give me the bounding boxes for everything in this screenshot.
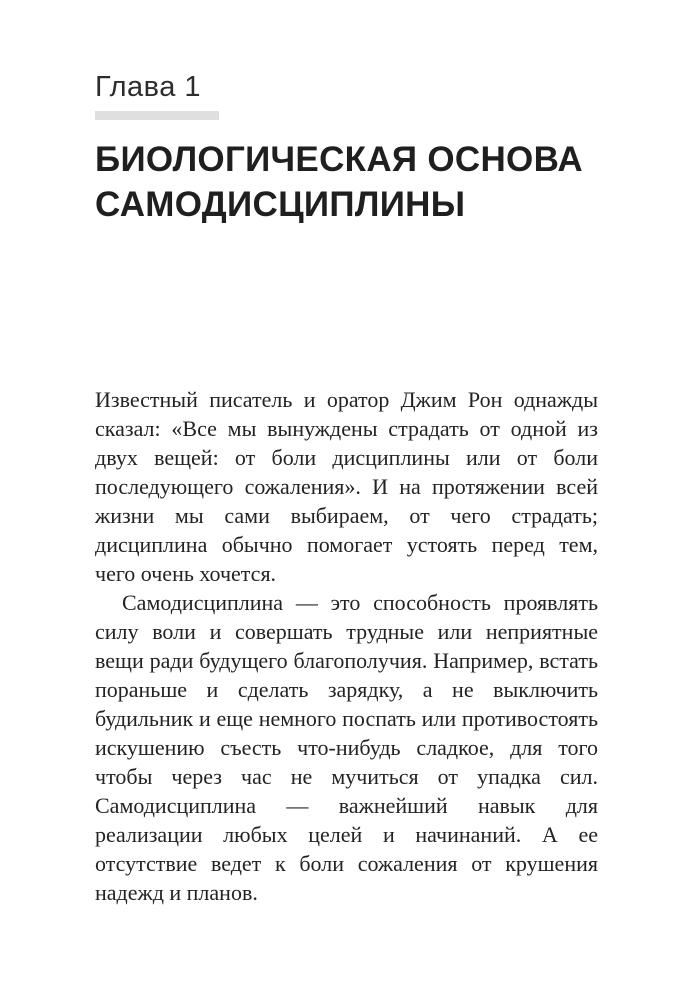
chapter-divider-bar [95, 111, 219, 120]
body-text [95, 385, 598, 907]
chapter-number-label: Глава 1 [95, 71, 202, 103]
paragraph: Самодисциплина — это способность проявлять силу воли и совершать трудные или неприятные вещи ради будущего благополучия. Например, встать пораньше и сделать зарядку, а не выключить будильник и еще немного поспать или противостоять искушению съесть что-нибудь сладкое, для того чтобы через час не мучиться от упадка сил. Самодисциплина — важнейший навык для реализации любых целей и начинаний. А ее отсутствие ведет к боли сожаления от крушения надежд и планов. [95, 590, 598, 905]
chapter-title: БИОЛОГИЧЕСКАЯ ОСНОВА САМОДИСЦИПЛИНЫ [95, 140, 583, 224]
paragraph: Известный писатель и оратор Джим Рон однажды сказал: «Все мы вынуждены страдать от одной из двух вещей: от боли дисциплины или от боли последующего сожаления». И на протяжении всей жизни мы сами выбираем, от чего страдать; дисциплина обычно помогает устоять перед тем, чего очень хочется. [95, 387, 598, 586]
